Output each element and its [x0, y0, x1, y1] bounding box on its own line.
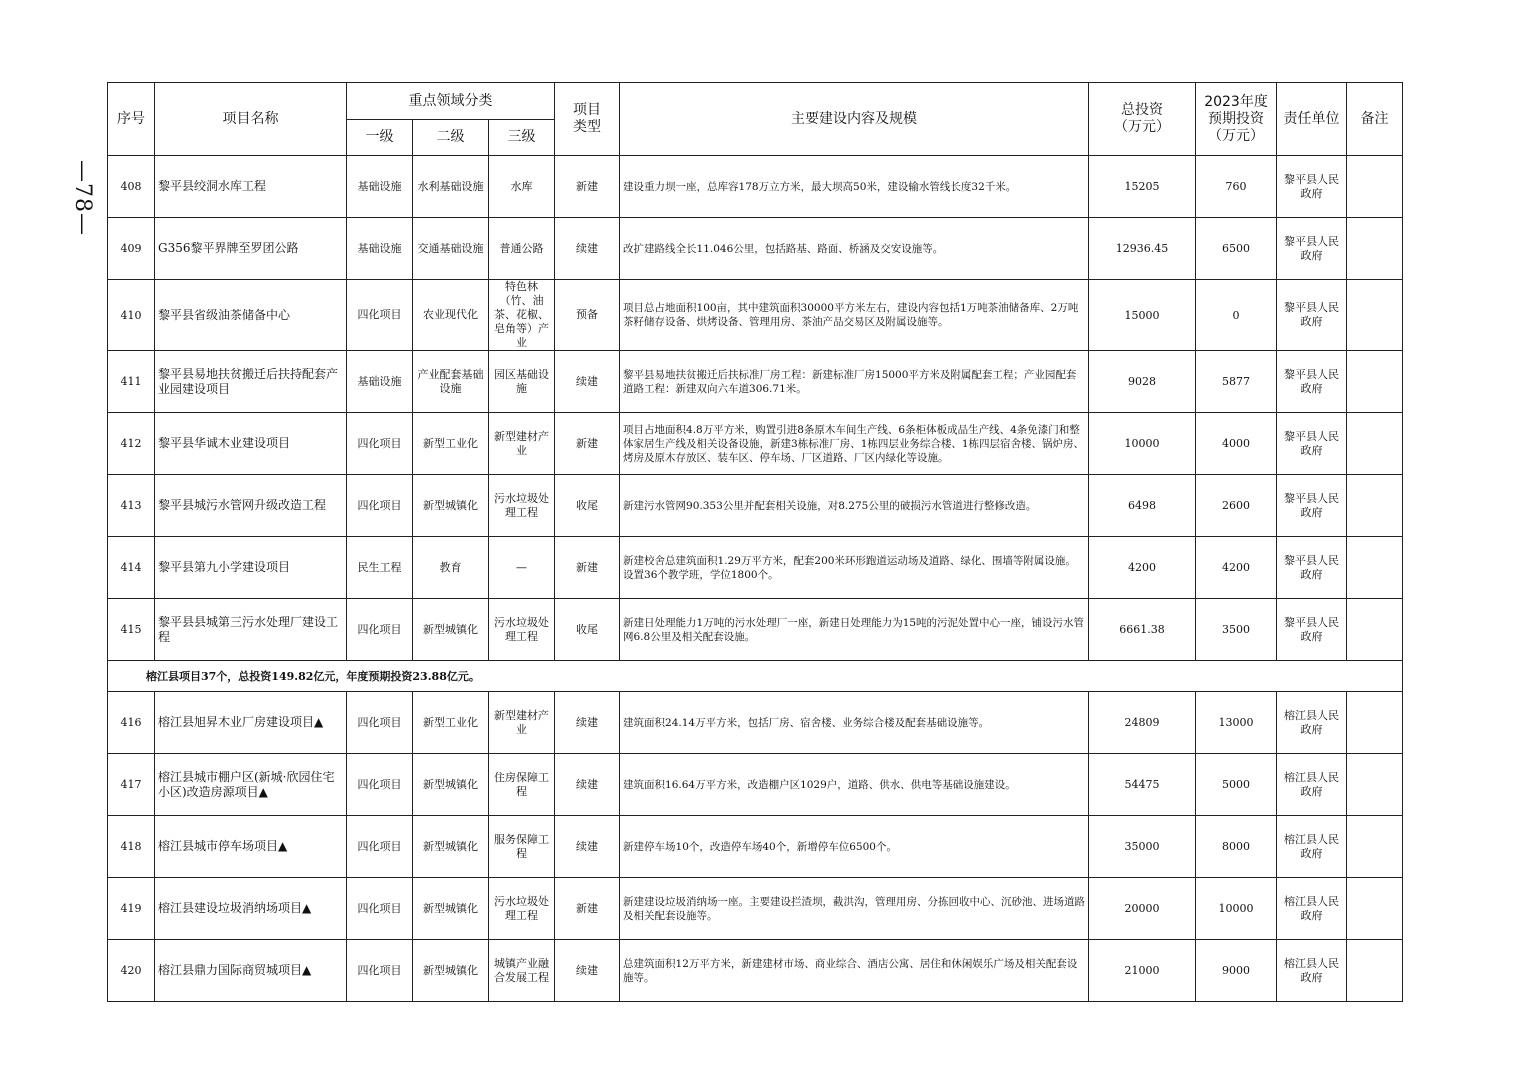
table-row [108, 816, 1403, 878]
cell-seq: 408 [108, 156, 155, 218]
cell-annual: 6500 [1196, 218, 1277, 280]
cell-type: 收尾 [555, 599, 620, 661]
cell-content: 新建校舍总建筑面积1.29万平方米，配套200米环形跑道运动场及道路、绿化、围墙等附属设施。设置36个教学班，学位1800个。 [620, 537, 1089, 599]
cell-content: 建筑面积16.64万平方米，改造棚户区1029户，道路、供水、供电等基础设施建设。 [620, 754, 1089, 816]
cell-note [1347, 537, 1403, 599]
cell-unit: 榕江县人民政府 [1277, 692, 1347, 754]
cell-unit: 榕江县人民政府 [1277, 878, 1347, 940]
cell-total: 12936.45 [1089, 218, 1196, 280]
cell-total: 10000 [1089, 413, 1196, 475]
table-row [108, 537, 1403, 599]
header-content: 主要建设内容及规模 [620, 83, 1089, 156]
header-total: 总投资 （万元） [1089, 83, 1196, 156]
page-number: —78— [70, 160, 95, 236]
cell-name: 榕江县城市棚户区(新城·欣园住宅小区)改造房源项目▲ [155, 754, 347, 816]
cell-annual: 760 [1196, 156, 1277, 218]
cell-level3: 园区基础设施 [489, 351, 555, 413]
cell-name: 黎平县城污水管网升级改造工程 [155, 475, 347, 537]
cell-content: 新建建设垃圾消纳场一座。主要建设拦渣坝，截洪沟，管理用房、分拣回收中心、沉砂池、进场道路及相关配套设施等。 [620, 878, 1089, 940]
cell-seq: 419 [108, 878, 155, 940]
cell-name: 榕江县旭昇木业厂房建设项目▲ [155, 692, 347, 754]
cell-seq: 417 [108, 754, 155, 816]
cell-content: 总建筑面积12万平方米，新建建材市场、商业综合、酒店公寓、居住和休闲娱乐广场及相关配套设施等。 [620, 940, 1089, 1002]
cell-level2: 新型工业化 [413, 413, 489, 475]
cell-total: 6661.38 [1089, 599, 1196, 661]
cell-level1: 基础设施 [347, 351, 413, 413]
cell-annual: 3500 [1196, 599, 1277, 661]
cell-unit: 黎平县人民政府 [1277, 413, 1347, 475]
header-domain: 重点领域分类 [347, 83, 555, 120]
cell-level1: 四化项目 [347, 754, 413, 816]
cell-level3: 污水垃圾处理工程 [489, 878, 555, 940]
header-level1: 一级 [347, 120, 413, 156]
table-row [108, 280, 1403, 351]
table-body-rongjiang [108, 692, 1403, 1002]
cell-level3: 城镇产业融合发展工程 [489, 940, 555, 1002]
cell-type: 新建 [555, 878, 620, 940]
cell-annual: 10000 [1196, 878, 1277, 940]
cell-level2: 新型城镇化 [413, 754, 489, 816]
cell-level3: — [489, 537, 555, 599]
cell-type: 续建 [555, 351, 620, 413]
cell-total: 6498 [1089, 475, 1196, 537]
cell-level1: 四化项目 [347, 280, 413, 351]
cell-unit: 黎平县人民政府 [1277, 537, 1347, 599]
header-level3: 三级 [489, 120, 555, 156]
cell-total: 35000 [1089, 816, 1196, 878]
cell-note [1347, 754, 1403, 816]
cell-type: 续建 [555, 692, 620, 754]
table-row [108, 413, 1403, 475]
cell-seq: 409 [108, 218, 155, 280]
table-row [108, 878, 1403, 940]
cell-level3: 特色林（竹、油茶、花椒、皂角等）产业 [489, 280, 555, 351]
header-unit: 责任单位 [1277, 83, 1347, 156]
cell-level2: 交通基础设施 [413, 218, 489, 280]
table-row [108, 156, 1403, 218]
cell-seq: 412 [108, 413, 155, 475]
cell-total: 15205 [1089, 156, 1196, 218]
cell-seq: 418 [108, 816, 155, 878]
cell-annual: 2600 [1196, 475, 1277, 537]
cell-total: 15000 [1089, 280, 1196, 351]
cell-note [1347, 475, 1403, 537]
cell-type: 续建 [555, 816, 620, 878]
cell-note [1347, 692, 1403, 754]
cell-content: 新建污水管网90.353公里并配套相关设施，对8.275公里的破损污水管道进行整修改造。 [620, 475, 1089, 537]
cell-content: 项目占地面积4.8万平方米，购置引进8条原木车间生产线、6条柜体板成品生产线、4条免漆门和整体家居生产线及相关设备设施，新建3栋标准厂房、1栋四层业务综合楼、1栋四层宿舍楼、锅炉房、烤房及原木存放区、装车区、停车场、厂区道路、厂区内绿化等设施。 [620, 413, 1089, 475]
table-row [108, 692, 1403, 754]
cell-note [1347, 280, 1403, 351]
cell-content: 项目总占地面积100亩，其中建筑面积30000平方米左右，建设内容包括1万吨茶油储备库、2万吨茶籽储存设备、烘烤设备、管理用房、茶油产品交易区及附属设施等。 [620, 280, 1089, 351]
header-type: 项目 类型 [555, 83, 620, 156]
table-row [108, 218, 1403, 280]
header-name: 项目名称 [155, 83, 347, 156]
section-title: 榕江县项目37个，总投资149.82亿元，年度预期投资23.88亿元。 [108, 661, 1403, 692]
cell-content: 改扩建路线全长11.046公里，包括路基、路面、桥涵及交安设施等。 [620, 218, 1089, 280]
cell-unit: 黎平县人民政府 [1277, 280, 1347, 351]
cell-annual: 9000 [1196, 940, 1277, 1002]
cell-content: 黎平县易地扶贫搬迁后扶标准厂房工程：新建标准厂房15000平方米及附属配套工程；产业园配套道路工程：新建双向六车道306.71米。 [620, 351, 1089, 413]
cell-name: 黎平县县城第三污水处理厂建设工程 [155, 599, 347, 661]
cell-note [1347, 816, 1403, 878]
cell-unit: 黎平县人民政府 [1277, 156, 1347, 218]
cell-level2: 新型城镇化 [413, 816, 489, 878]
cell-level3: 新型建材产业 [489, 692, 555, 754]
cell-level3: 污水垃圾处理工程 [489, 475, 555, 537]
cell-level3: 污水垃圾处理工程 [489, 599, 555, 661]
cell-level3: 普通公路 [489, 218, 555, 280]
cell-unit: 黎平县人民政府 [1277, 218, 1347, 280]
cell-note [1347, 940, 1403, 1002]
cell-annual: 4000 [1196, 413, 1277, 475]
cell-name: 榕江县建设垃圾消纳场项目▲ [155, 878, 347, 940]
cell-level1: 四化项目 [347, 940, 413, 1002]
cell-type: 续建 [555, 940, 620, 1002]
cell-seq: 414 [108, 537, 155, 599]
cell-type: 新建 [555, 156, 620, 218]
cell-seq: 410 [108, 280, 155, 351]
cell-level1: 民生工程 [347, 537, 413, 599]
cell-seq: 420 [108, 940, 155, 1002]
project-table [107, 82, 1403, 1002]
cell-level1: 四化项目 [347, 692, 413, 754]
cell-level2: 新型城镇化 [413, 475, 489, 537]
cell-level1: 基础设施 [347, 218, 413, 280]
cell-level2: 产业配套基础设施 [413, 351, 489, 413]
cell-content: 新建日处理能力1万吨的污水处理厂一座，新建日处理能力为15吨的污泥处置中心一座，铺设污水管网6.8公里及相关配套设施。 [620, 599, 1089, 661]
section-row-group [108, 661, 1403, 692]
cell-seq: 413 [108, 475, 155, 537]
cell-note [1347, 599, 1403, 661]
cell-total: 21000 [1089, 940, 1196, 1002]
cell-seq: 416 [108, 692, 155, 754]
cell-level2: 农业现代化 [413, 280, 489, 351]
cell-annual: 5000 [1196, 754, 1277, 816]
cell-note [1347, 413, 1403, 475]
cell-unit: 榕江县人民政府 [1277, 816, 1347, 878]
cell-type: 新建 [555, 413, 620, 475]
table-row [108, 599, 1403, 661]
cell-level1: 四化项目 [347, 413, 413, 475]
cell-level1: 基础设施 [347, 156, 413, 218]
cell-name: 榕江县鼎力国际商贸城项目▲ [155, 940, 347, 1002]
cell-note [1347, 218, 1403, 280]
cell-name: 黎平县华诚木业建设项目 [155, 413, 347, 475]
cell-level1: 四化项目 [347, 878, 413, 940]
cell-total: 4200 [1089, 537, 1196, 599]
header-annual: 2023年度 预期投资 （万元） [1196, 83, 1277, 156]
cell-unit: 黎平县人民政府 [1277, 599, 1347, 661]
cell-name: 黎平县绞洞水库工程 [155, 156, 347, 218]
cell-unit: 黎平县人民政府 [1277, 351, 1347, 413]
table-row [108, 475, 1403, 537]
cell-total: 24809 [1089, 692, 1196, 754]
cell-unit: 黎平县人民政府 [1277, 475, 1347, 537]
cell-level3: 服务保障工程 [489, 816, 555, 878]
cell-name: 榕江县城市停车场项目▲ [155, 816, 347, 878]
cell-name: 黎平县易地扶贫搬迁后扶持配套产业园建设项目 [155, 351, 347, 413]
cell-annual: 5877 [1196, 351, 1277, 413]
cell-level3: 新型建材产业 [489, 413, 555, 475]
cell-level2: 新型城镇化 [413, 599, 489, 661]
cell-unit: 榕江县人民政府 [1277, 754, 1347, 816]
cell-note [1347, 878, 1403, 940]
cell-content: 新建停车场10个，改造停车场40个，新增停车位6500个。 [620, 816, 1089, 878]
cell-level3: 水库 [489, 156, 555, 218]
cell-seq: 415 [108, 599, 155, 661]
cell-level1: 四化项目 [347, 475, 413, 537]
cell-content: 建筑面积24.14万平方米，包括厂房、宿舍楼、业务综合楼及配套基础设施等。 [620, 692, 1089, 754]
header-note: 备注 [1347, 83, 1403, 156]
cell-annual: 8000 [1196, 816, 1277, 878]
cell-type: 新建 [555, 537, 620, 599]
cell-level1: 四化项目 [347, 816, 413, 878]
cell-unit: 榕江县人民政府 [1277, 940, 1347, 1002]
cell-level2: 新型城镇化 [413, 878, 489, 940]
cell-type: 续建 [555, 218, 620, 280]
table-row [108, 940, 1403, 1002]
cell-content: 建设重力坝一座，总库容178万立方米，最大坝高50米，建设输水管线长度32千米。 [620, 156, 1089, 218]
cell-level1: 四化项目 [347, 599, 413, 661]
cell-total: 54475 [1089, 754, 1196, 816]
cell-name: 黎平县第九小学建设项目 [155, 537, 347, 599]
cell-total: 9028 [1089, 351, 1196, 413]
cell-level2: 水利基础设施 [413, 156, 489, 218]
cell-type: 收尾 [555, 475, 620, 537]
header-seq: 序号 [108, 83, 155, 156]
cell-level2: 新型城镇化 [413, 940, 489, 1002]
table-body-liping [108, 156, 1403, 661]
cell-total: 20000 [1089, 878, 1196, 940]
cell-note [1347, 351, 1403, 413]
table-row [108, 351, 1403, 413]
cell-name: G356黎平界牌至罗团公路 [155, 218, 347, 280]
cell-name: 黎平县省级油茶储备中心 [155, 280, 347, 351]
table-row [108, 754, 1403, 816]
cell-type: 续建 [555, 754, 620, 816]
cell-annual: 4200 [1196, 537, 1277, 599]
cell-level2: 新型工业化 [413, 692, 489, 754]
section-row [108, 661, 1403, 692]
cell-note [1347, 156, 1403, 218]
header-level2: 二级 [413, 120, 489, 156]
cell-annual: 0 [1196, 280, 1277, 351]
cell-level3: 住房保障工程 [489, 754, 555, 816]
cell-seq: 411 [108, 351, 155, 413]
cell-level2: 教育 [413, 537, 489, 599]
cell-type: 预备 [555, 280, 620, 351]
cell-annual: 13000 [1196, 692, 1277, 754]
